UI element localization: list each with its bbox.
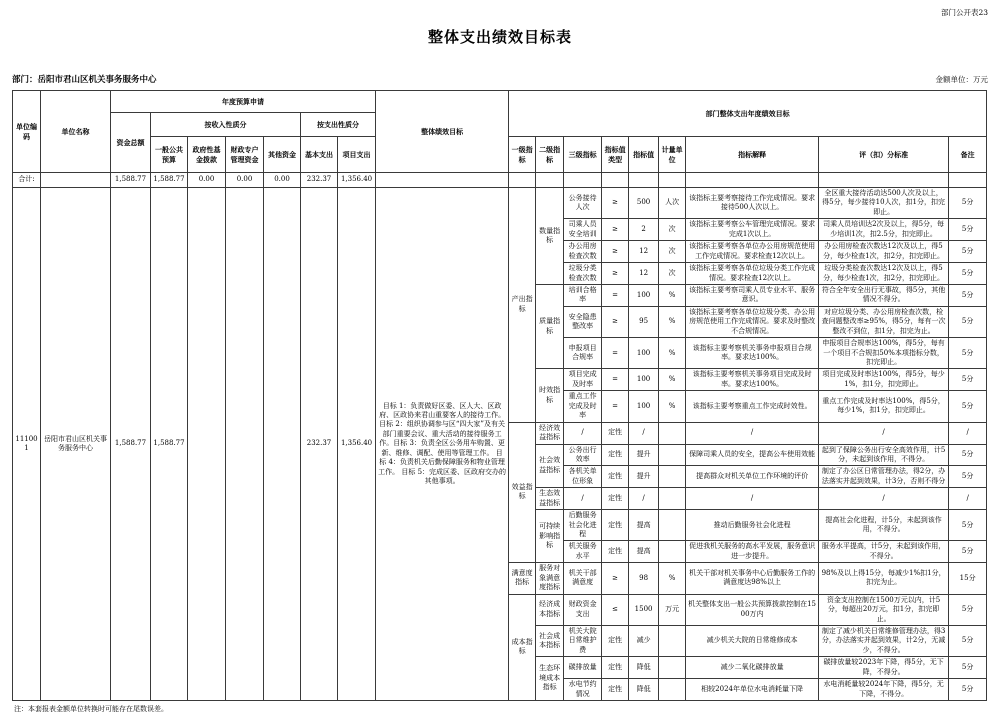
unit-overall-target: 目标 1：负责做好区委、区人大、区政府、区政协来君山重要客人的接待工作。 目标 2：组织协调参与区“四大家”及有关部门重要会议、重大活动的接待服务工作。目标 3：负责全区公务用车购置、更新、维修、调配、使用等管理工作。 目标 4：负责机关后勤保障服务和物业管理工作。 目标 5：完成区委、区政府交办的其他事项。 (376, 188, 509, 701)
value-type: 定性 (602, 422, 629, 444)
indicator-value: 降低 (629, 657, 659, 679)
value-type: = (602, 369, 629, 391)
l1-indicator-output: 产出指标 (509, 188, 536, 423)
measure-unit: % (659, 369, 686, 391)
l3-indicator: 碳排放量 (564, 657, 602, 679)
remark: 5分 (949, 369, 987, 391)
total-overall-target (376, 173, 509, 188)
l3-indicator: 各机关单位形象 (564, 466, 602, 488)
indicator-explanation: 推动后勤服务社会化进程 (686, 510, 819, 541)
header-row-1 (13, 91, 987, 113)
l3-indicator: 司乘人员安全培训 (564, 219, 602, 241)
indicator-value: 98 (629, 563, 659, 594)
footnote: 注：本套报表金额单位转换时可能存在尾数误差。 (14, 705, 168, 713)
indicator-value: 提高 (629, 541, 659, 563)
indicator-value: 12 (629, 241, 659, 263)
remark: 5分 (949, 625, 987, 656)
indicator-value: 100 (629, 338, 659, 369)
score-standard: 项目完成及时率达100%，得5分，每少1%，扣1分，扣完即止。 (819, 369, 949, 391)
l3-indicator: 办公用房检查次数 (564, 241, 602, 263)
col-header-remark: 备注 (949, 137, 987, 173)
indicator-value: 提升 (629, 444, 659, 466)
col-header-overall-target: 整体绩效目标 (376, 91, 509, 173)
total-empty-l2 (536, 173, 564, 188)
indicator-explanation: 该指标主要考察接待工作完成情况。要求接待500人次以上。 (686, 188, 819, 219)
total-fiscal-account: 0.00 (226, 173, 264, 188)
unit-general-public: 1,588.77 (151, 188, 188, 701)
score-standard: 起到了保障公务出行安全高效作用，计5分，未起到该作用，不得分。 (819, 444, 949, 466)
score-standard: / (819, 488, 949, 510)
col-header-measure-unit: 计量单位 (659, 137, 686, 173)
remark: 5分 (949, 391, 987, 422)
score-standard: 垃圾分类检查次数达12次及以上，得5分，每少检查1次，扣2分，扣完即止。 (819, 263, 949, 285)
l2-indicator-economic-cost: 经济成本指标 (536, 594, 564, 625)
page-title: 整体支出绩效目标表 (427, 28, 572, 46)
indicator-explanation: 该指标主要考察各单位垃圾分类工作完成情况。要求检查12次以上。 (686, 263, 819, 285)
indicator-value: 提升 (629, 466, 659, 488)
l3-indicator: / (564, 422, 602, 444)
indicator-explanation: 保障司乘人员的安全，提高公车使用效能 (686, 444, 819, 466)
value-type: = (602, 391, 629, 422)
indicator-explanation: 该指标主要考察机关事务项目完成及时率。要求达100%。 (686, 369, 819, 391)
indicator-value: 12 (629, 263, 659, 285)
l3-indicator: 水电节约情况 (564, 679, 602, 701)
total-empty-unit (659, 173, 686, 188)
total-empty-value (629, 173, 659, 188)
score-standard: 提高社会化进程，计5分，未起到该作用，不得分。 (819, 510, 949, 541)
indicator-value: 500 (629, 188, 659, 219)
total-funds-total: 1,588.77 (111, 173, 151, 188)
l2-indicator-sustainable-impact: 可持续影响指标 (536, 510, 564, 563)
indicator-explanation: 该指标主要考察司乘人员专业水平、服务意识。 (686, 284, 819, 306)
measure-unit (659, 444, 686, 466)
col-header-other-funds: 其他资金 (264, 137, 301, 173)
indicator-value: 100 (629, 369, 659, 391)
indicator-explanation: 该指标主要考察各单位办公用房规范使用工作完成情况。要求检查12次以上。 (686, 241, 819, 263)
remark: 5分 (949, 541, 987, 563)
measure-unit: % (659, 391, 686, 422)
total-row (13, 173, 987, 188)
l3-indicator: 后勤服务社会化进程 (564, 510, 602, 541)
indicator-explanation: / (686, 488, 819, 510)
indicator-value: 100 (629, 391, 659, 422)
l2-indicator-economic-benefit: 经济效益指标 (536, 422, 564, 444)
remark: 5分 (949, 594, 987, 625)
corner-table-number: 部门公开表23 (940, 8, 988, 17)
remark: 5分 (949, 510, 987, 541)
col-header-unit-name: 单位名称 (41, 91, 111, 173)
score-standard: 资金支出控制在1500万元以内，计5分，每超出20万元，扣1分，扣完即止。 (819, 594, 949, 625)
measure-unit: % (659, 306, 686, 337)
unit-gov-fund (188, 188, 226, 701)
value-type: = (602, 284, 629, 306)
score-standard: / (819, 422, 949, 444)
total-basic-expenditure: 232.37 (301, 173, 338, 188)
measure-unit (659, 679, 686, 701)
remark: 5分 (949, 263, 987, 285)
l3-indicator: 培训合格率 (564, 284, 602, 306)
value-type: ≥ (602, 306, 629, 337)
l3-indicator: 申报项目合规率 (564, 338, 602, 369)
unit-total-funds: 1,588.77 (111, 188, 151, 701)
indicator-explanation: 相较2024年单位水电消耗量下降 (686, 679, 819, 701)
value-type: ≥ (602, 241, 629, 263)
measure-unit (659, 510, 686, 541)
l2-indicator-timeliness: 时效指标 (536, 369, 564, 422)
col-header-annual-budget: 年度预算申请 (111, 91, 376, 113)
col-header-gov-fund: 政府性基金拨款 (188, 137, 226, 173)
col-header-general-public-budget: 一般公共预算 (151, 137, 188, 173)
measure-unit: % (659, 338, 686, 369)
l3-indicator: 公务接待人次 (564, 188, 602, 219)
measure-unit: 人次 (659, 188, 686, 219)
value-type: 定性 (602, 510, 629, 541)
l2-indicator-social-benefit: 社会效益指标 (536, 444, 564, 488)
value-type: 定性 (602, 488, 629, 510)
indicator-explanation: 该指标主要考察机关事务申报项目合规率。要求达100%。 (686, 338, 819, 369)
unit-name-value: 岳阳市君山区机关事务服务中心 (41, 188, 111, 701)
remark: / (949, 422, 987, 444)
score-standard: 服务水平提高，计5分，未起到该作用，不得分。 (819, 541, 949, 563)
col-header-by-expenditure: 按支出性质分 (301, 113, 376, 137)
total-empty-note (949, 173, 987, 188)
unit-fiscal-account (226, 188, 264, 701)
measure-unit (659, 422, 686, 444)
total-empty-score (819, 173, 949, 188)
remark: 5分 (949, 241, 987, 263)
indicator-value: 降低 (629, 679, 659, 701)
score-standard: 办公用房检查次数达12次及以上，得5分，每少检查1次，扣2分，扣完即止。 (819, 241, 949, 263)
value-type: 定性 (602, 679, 629, 701)
l3-indicator: 机关干部满意度 (564, 563, 602, 594)
unit-basic-expenditure: 232.37 (301, 188, 338, 701)
total-empty-explain (686, 173, 819, 188)
total-label: 合计: (13, 173, 41, 188)
col-header-value-type: 指标值类型 (602, 137, 629, 173)
measure-unit (659, 541, 686, 563)
col-header-by-income: 按收入性质分 (151, 113, 301, 137)
indicator-row (13, 188, 987, 219)
measure-unit: 次 (659, 219, 686, 241)
indicator-value: / (629, 422, 659, 444)
total-project-expenditure: 1,356.40 (338, 173, 376, 188)
value-type: ≤ (602, 594, 629, 625)
performance-target-table (12, 90, 987, 701)
l2-indicator-quality: 质量指标 (536, 284, 564, 369)
unit-other-funds (264, 188, 301, 701)
indicator-explanation: 该指标主要考察重点工作完成时效性。 (686, 391, 819, 422)
measure-unit: 次 (659, 263, 686, 285)
col-header-indicator-value: 指标值 (629, 137, 659, 173)
col-header-fiscal-account: 财政专户管理资金 (226, 137, 264, 173)
remark: 5分 (949, 306, 987, 337)
l1-indicator-satisfaction: 满意度指标 (509, 563, 536, 594)
remark: 5分 (949, 338, 987, 369)
remark: 5分 (949, 466, 987, 488)
value-type: ≥ (602, 263, 629, 285)
remark: 5分 (949, 679, 987, 701)
score-standard: 98%及以上得15分，每减少1%扣1分，扣完为止。 (819, 563, 949, 594)
col-header-basic-expenditure: 基本支出 (301, 137, 338, 173)
l3-indicator: 财政资金支出 (564, 594, 602, 625)
score-standard: 制定了减少机关日常维修管理办法，得3分，办法落实并起到效果，计2分，无减少，不得分。 (819, 625, 949, 656)
l3-indicator: 机关大院日常维护费 (564, 625, 602, 656)
l3-indicator: 机关服务水平 (564, 541, 602, 563)
score-standard: 司乘人员培训达2次及以上，得5分，每少培训1次，扣2.5分，扣完即止。 (819, 219, 949, 241)
score-standard: 全区重大接待活动达500人次及以上，得5分，每少接待10人次，扣1分，扣完即止。 (819, 188, 949, 219)
l3-indicator: 安全隐患整改率 (564, 306, 602, 337)
col-header-l3-indicator: 三级指标 (564, 137, 602, 173)
indicator-explanation: 减少二氧化碳排放量 (686, 657, 819, 679)
value-type: ≥ (602, 563, 629, 594)
score-standard: 水电消耗量较2024年下降，得5分，无下降，不得分。 (819, 679, 949, 701)
remark: / (949, 488, 987, 510)
indicator-explanation: 减少机关大院的日常维修成本 (686, 625, 819, 656)
col-header-unit-code: 单位编码 (13, 91, 41, 173)
measure-unit (659, 466, 686, 488)
score-standard: 碳排放量较2023年下降，得5分，无下降，不得分。 (819, 657, 949, 679)
remark: 5分 (949, 219, 987, 241)
indicator-explanation: 机关干部对机关事务中心后勤服务工作的满意度达98%以上 (686, 563, 819, 594)
remark: 5分 (949, 444, 987, 466)
department-label: 部门：岳阳市君山区机关事务服务中心 (12, 75, 157, 85)
value-type: 定性 (602, 657, 629, 679)
indicator-value: / (629, 488, 659, 510)
l3-indicator: 垃圾分类检查次数 (564, 263, 602, 285)
l1-indicator-benefit: 效益指标 (509, 422, 536, 563)
indicator-value: 95 (629, 306, 659, 337)
unit-code-value: 111001 (13, 188, 41, 701)
value-type: 定性 (602, 625, 629, 656)
measure-unit: 万元 (659, 594, 686, 625)
value-type: 定性 (602, 541, 629, 563)
col-header-l1-indicator: 一级指标 (509, 137, 536, 173)
total-empty-type (602, 173, 629, 188)
value-type: 定性 (602, 444, 629, 466)
measure-unit: % (659, 563, 686, 594)
measure-unit: 次 (659, 241, 686, 263)
remark: 15分 (949, 563, 987, 594)
remark: 5分 (949, 284, 987, 306)
indicator-explanation: 提高群众对机关单位工作环境的评价 (686, 466, 819, 488)
indicator-value: 2 (629, 219, 659, 241)
value-type: ≥ (602, 188, 629, 219)
col-header-project-expenditure: 项目支出 (338, 137, 376, 173)
col-header-score-standard: 评（扣）分标准 (819, 137, 949, 173)
indicator-value: 减少 (629, 625, 659, 656)
score-standard: 符合全年安全出行无事故，得5分，其他情况不得分。 (819, 284, 949, 306)
l2-indicator-service-object-satisfaction: 服务对象满意度指标 (536, 563, 564, 594)
total-empty-l3 (564, 173, 602, 188)
l2-indicator-ecological-benefit: 生态效益指标 (536, 488, 564, 510)
col-header-dept-annual-target: 部门整体支出年度绩效目标 (509, 91, 987, 137)
measure-unit (659, 488, 686, 510)
value-type: = (602, 338, 629, 369)
indicator-value: 100 (629, 284, 659, 306)
meta-row (12, 73, 988, 85)
indicator-explanation: 机关整体支出一般公共预算拨款控制在1500万内 (686, 594, 819, 625)
remark: 5分 (949, 657, 987, 679)
unit-project-expenditure: 1,356.40 (338, 188, 376, 701)
total-general-public: 1,588.77 (151, 173, 188, 188)
value-type: 定性 (602, 466, 629, 488)
col-header-total-funds: 资金总额 (111, 113, 151, 173)
measure-unit: % (659, 284, 686, 306)
remark: 5分 (949, 188, 987, 219)
l3-indicator: / (564, 488, 602, 510)
score-standard: 对应垃圾分类、办公用房检查次数，检查问题整改率≥95%，得5分，每有一次整改不到位，扣1分，扣完为止。 (819, 306, 949, 337)
indicator-value: 1500 (629, 594, 659, 625)
l2-indicator-eco-environment-cost: 生态环境成本指标 (536, 657, 564, 701)
indicator-explanation: / (686, 422, 819, 444)
total-empty-l1 (509, 173, 536, 188)
measure-unit (659, 625, 686, 656)
value-type: ≥ (602, 219, 629, 241)
score-standard: 制定了办公区日常管理办法，得2分，办法落实并起到效果，计3分，否则不得分 (819, 466, 949, 488)
indicator-explanation: 该指标主要考察各单位垃圾分类、办公用房规范使用工作完成情况。要求及时整改不合规情况。 (686, 306, 819, 337)
col-header-explanation: 指标解释 (686, 137, 819, 173)
l3-indicator: 公务出行效率 (564, 444, 602, 466)
amount-unit-label: 金额单位：万元 (935, 75, 988, 84)
score-standard: 申报项目合规率达100%，得5分，每有一个项目不合规扣50%本项指标分数，扣完即止。 (819, 338, 949, 369)
score-standard: 重点工作完成及时率达100%，得5分，每少1%，扣1分，扣完即止。 (819, 391, 949, 422)
total-other-funds: 0.00 (264, 173, 301, 188)
l2-indicator-quantity: 数量指标 (536, 188, 564, 285)
l2-indicator-social-cost: 社会成本指标 (536, 625, 564, 656)
total-gov-fund: 0.00 (188, 173, 226, 188)
l1-indicator-cost: 成本指标 (509, 594, 536, 700)
l3-indicator: 重点工作完成及时率 (564, 391, 602, 422)
measure-unit (659, 657, 686, 679)
col-header-l2-indicator: 二级指标 (536, 137, 564, 173)
indicator-explanation: 促进我机关服务的高水平发展，服务意识进一步提升。 (686, 541, 819, 563)
l3-indicator: 项目完成及时率 (564, 369, 602, 391)
indicator-explanation: 该指标主要考察公车管理完成情况。要求完成1次以上。 (686, 219, 819, 241)
indicator-value: 提高 (629, 510, 659, 541)
total-unit-name (41, 173, 111, 188)
